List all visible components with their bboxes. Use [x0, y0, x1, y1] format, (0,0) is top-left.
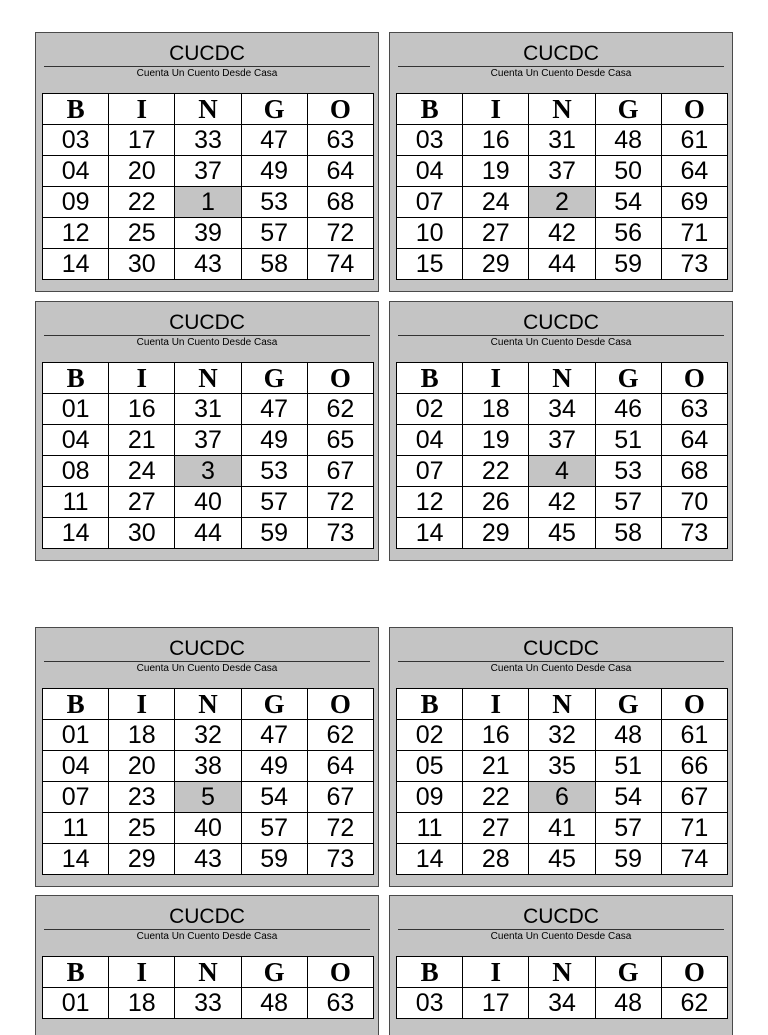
header-cell: G	[241, 689, 307, 720]
number-cell: 58	[241, 249, 307, 280]
number-cell: 70	[661, 487, 727, 518]
bingo-card-2	[389, 32, 733, 292]
card-subtitle: Cuenta Un Cuento Desde Casa	[136, 931, 278, 942]
number-cell: 63	[307, 988, 373, 1019]
number-cell: 61	[661, 125, 727, 156]
number-cell: 14	[43, 249, 109, 280]
number-row	[397, 844, 728, 875]
header-row	[43, 689, 374, 720]
number-cell: 57	[595, 487, 661, 518]
card-number-cell: 1	[175, 187, 241, 218]
number-row	[397, 125, 728, 156]
number-cell: 04	[43, 425, 109, 456]
number-cell: 15	[397, 249, 463, 280]
number-cell: 37	[175, 156, 241, 187]
number-cell: 53	[241, 456, 307, 487]
header-cell: G	[241, 363, 307, 394]
card-subtitle: Cuenta Un Cuento Desde Casa	[490, 337, 632, 348]
bingo-card-5	[35, 627, 379, 887]
header-cell: B	[43, 94, 109, 125]
header-cell: N	[529, 689, 595, 720]
header-cell: B	[397, 689, 463, 720]
header-cell: N	[529, 363, 595, 394]
number-cell: 07	[43, 782, 109, 813]
number-cell: 32	[529, 720, 595, 751]
header-cell: N	[175, 94, 241, 125]
number-cell: 42	[529, 218, 595, 249]
number-row	[43, 425, 374, 456]
number-cell: 11	[397, 813, 463, 844]
number-cell: 57	[241, 218, 307, 249]
number-cell: 25	[109, 813, 175, 844]
header-cell: G	[595, 689, 661, 720]
card-subtitle: Cuenta Un Cuento Desde Casa	[136, 663, 278, 674]
number-row	[397, 487, 728, 518]
number-row	[397, 425, 728, 456]
card-title: CUCDC	[523, 905, 599, 928]
header-row	[43, 957, 374, 988]
number-cell: 09	[43, 187, 109, 218]
number-cell: 23	[109, 782, 175, 813]
number-cell: 37	[529, 156, 595, 187]
number-row	[43, 456, 374, 487]
number-cell: 69	[661, 187, 727, 218]
number-cell: 68	[661, 456, 727, 487]
bingo-grid	[396, 93, 728, 280]
number-row	[397, 394, 728, 425]
number-row	[397, 249, 728, 280]
number-cell: 62	[661, 988, 727, 1019]
number-cell: 20	[109, 156, 175, 187]
number-cell: 26	[463, 487, 529, 518]
header-cell: N	[175, 957, 241, 988]
header-cell: O	[307, 957, 373, 988]
number-cell: 71	[661, 813, 727, 844]
number-cell: 14	[43, 518, 109, 549]
number-cell: 61	[661, 720, 727, 751]
number-cell: 01	[43, 988, 109, 1019]
number-cell: 48	[595, 988, 661, 1019]
number-cell: 33	[175, 988, 241, 1019]
number-cell: 64	[661, 425, 727, 456]
number-row	[397, 813, 728, 844]
number-cell: 28	[463, 844, 529, 875]
header-cell: I	[463, 689, 529, 720]
number-cell: 73	[661, 249, 727, 280]
number-cell: 72	[307, 218, 373, 249]
header-cell: G	[241, 94, 307, 125]
number-cell: 57	[595, 813, 661, 844]
number-cell: 63	[661, 394, 727, 425]
number-cell: 64	[661, 156, 727, 187]
number-cell: 67	[661, 782, 727, 813]
number-cell: 45	[529, 518, 595, 549]
card-title: CUCDC	[523, 637, 599, 660]
number-row	[43, 249, 374, 280]
number-cell: 56	[595, 218, 661, 249]
card-number-cell: 2	[529, 187, 595, 218]
bingo-card-7	[35, 895, 379, 1035]
number-cell: 21	[463, 751, 529, 782]
number-cell: 40	[175, 487, 241, 518]
number-row	[43, 751, 374, 782]
header-cell: G	[241, 957, 307, 988]
number-row	[397, 782, 728, 813]
number-cell: 18	[109, 720, 175, 751]
number-cell: 64	[307, 156, 373, 187]
number-cell: 19	[463, 156, 529, 187]
number-row	[43, 156, 374, 187]
card-subtitle: Cuenta Un Cuento Desde Casa	[490, 663, 632, 674]
card-subtitle: Cuenta Un Cuento Desde Casa	[490, 68, 632, 79]
number-cell: 62	[307, 720, 373, 751]
number-cell: 08	[43, 456, 109, 487]
bingo-card-4	[389, 301, 733, 561]
number-cell: 54	[595, 187, 661, 218]
number-row	[43, 487, 374, 518]
number-row	[43, 844, 374, 875]
header-cell: O	[307, 363, 373, 394]
number-row	[43, 394, 374, 425]
header-row	[397, 363, 728, 394]
header-row	[397, 689, 728, 720]
number-cell: 17	[109, 125, 175, 156]
number-row	[43, 813, 374, 844]
number-cell: 04	[397, 156, 463, 187]
header-cell: O	[661, 957, 727, 988]
number-cell: 22	[109, 187, 175, 218]
number-cell: 42	[529, 487, 595, 518]
number-cell: 65	[307, 425, 373, 456]
number-cell: 72	[307, 487, 373, 518]
number-cell: 14	[397, 844, 463, 875]
number-cell: 01	[43, 720, 109, 751]
number-cell: 12	[43, 218, 109, 249]
number-cell: 20	[109, 751, 175, 782]
card-number-cell: 5	[175, 782, 241, 813]
header-cell: B	[397, 363, 463, 394]
number-cell: 48	[241, 988, 307, 1019]
header-cell: O	[661, 94, 727, 125]
number-row	[397, 218, 728, 249]
card-title: CUCDC	[169, 42, 245, 65]
number-cell: 45	[529, 844, 595, 875]
number-cell: 29	[463, 518, 529, 549]
header-row	[43, 363, 374, 394]
number-cell: 11	[43, 487, 109, 518]
number-row	[397, 187, 728, 218]
number-cell: 66	[661, 751, 727, 782]
number-cell: 04	[43, 751, 109, 782]
number-cell: 11	[43, 813, 109, 844]
number-cell: 44	[175, 518, 241, 549]
number-cell: 62	[307, 394, 373, 425]
number-cell: 59	[595, 249, 661, 280]
number-cell: 49	[241, 156, 307, 187]
number-cell: 58	[595, 518, 661, 549]
number-cell: 30	[109, 518, 175, 549]
number-cell: 16	[463, 720, 529, 751]
number-cell: 10	[397, 218, 463, 249]
number-cell: 41	[529, 813, 595, 844]
bingo-grid	[42, 93, 374, 280]
number-cell: 57	[241, 813, 307, 844]
bingo-card-1	[35, 32, 379, 292]
number-row	[397, 456, 728, 487]
number-cell: 72	[307, 813, 373, 844]
header-cell: N	[175, 689, 241, 720]
bingo-grid	[396, 688, 728, 875]
number-cell: 59	[241, 844, 307, 875]
number-cell: 21	[109, 425, 175, 456]
number-cell: 47	[241, 394, 307, 425]
card-subtitle: Cuenta Un Cuento Desde Casa	[136, 68, 278, 79]
header-cell: B	[43, 957, 109, 988]
card-title: CUCDC	[169, 311, 245, 334]
number-cell: 57	[241, 487, 307, 518]
number-cell: 67	[307, 782, 373, 813]
number-cell: 02	[397, 720, 463, 751]
number-cell: 04	[397, 425, 463, 456]
bingo-card-6	[389, 627, 733, 887]
number-cell: 64	[307, 751, 373, 782]
header-cell: I	[463, 957, 529, 988]
number-cell: 50	[595, 156, 661, 187]
number-cell: 18	[463, 394, 529, 425]
number-cell: 43	[175, 249, 241, 280]
number-cell: 30	[109, 249, 175, 280]
header-cell: I	[463, 94, 529, 125]
card-number-cell: 4	[529, 456, 595, 487]
number-row	[397, 720, 728, 751]
number-row	[43, 988, 374, 1019]
number-cell: 29	[109, 844, 175, 875]
header-cell: I	[109, 689, 175, 720]
number-cell: 09	[397, 782, 463, 813]
number-cell: 12	[397, 487, 463, 518]
header-cell: O	[307, 94, 373, 125]
number-cell: 38	[175, 751, 241, 782]
number-cell: 02	[397, 394, 463, 425]
header-cell: B	[43, 689, 109, 720]
number-cell: 47	[241, 720, 307, 751]
number-cell: 22	[463, 782, 529, 813]
header-cell: G	[595, 363, 661, 394]
number-cell: 73	[307, 844, 373, 875]
header-cell: N	[529, 957, 595, 988]
header-cell: I	[463, 363, 529, 394]
bingo-grid	[42, 362, 374, 549]
number-cell: 16	[109, 394, 175, 425]
number-cell: 63	[307, 125, 373, 156]
header-cell: O	[661, 689, 727, 720]
number-cell: 03	[43, 125, 109, 156]
number-row	[43, 187, 374, 218]
bingo-card-3	[35, 301, 379, 561]
number-cell: 43	[175, 844, 241, 875]
number-cell: 46	[595, 394, 661, 425]
number-cell: 37	[529, 425, 595, 456]
number-cell: 49	[241, 425, 307, 456]
card-title: CUCDC	[169, 637, 245, 660]
number-cell: 18	[109, 988, 175, 1019]
header-cell: B	[397, 957, 463, 988]
bingo-grid	[396, 362, 728, 549]
number-row	[397, 156, 728, 187]
number-cell: 05	[397, 751, 463, 782]
header-cell: I	[109, 957, 175, 988]
card-number-cell: 6	[529, 782, 595, 813]
header-row	[43, 94, 374, 125]
number-cell: 53	[595, 456, 661, 487]
number-cell: 14	[43, 844, 109, 875]
number-cell: 27	[463, 218, 529, 249]
number-cell: 73	[307, 518, 373, 549]
card-subtitle: Cuenta Un Cuento Desde Casa	[490, 931, 632, 942]
card-subtitle: Cuenta Un Cuento Desde Casa	[136, 337, 278, 348]
number-cell: 39	[175, 218, 241, 249]
header-cell: G	[595, 94, 661, 125]
header-row	[397, 94, 728, 125]
number-row	[43, 720, 374, 751]
number-row	[397, 988, 728, 1019]
number-cell: 07	[397, 187, 463, 218]
number-cell: 22	[463, 456, 529, 487]
number-cell: 48	[595, 720, 661, 751]
number-cell: 71	[661, 218, 727, 249]
number-cell: 17	[463, 988, 529, 1019]
number-cell: 01	[43, 394, 109, 425]
number-row	[43, 518, 374, 549]
number-cell: 48	[595, 125, 661, 156]
number-cell: 33	[175, 125, 241, 156]
number-cell: 74	[661, 844, 727, 875]
number-cell: 27	[109, 487, 175, 518]
number-cell: 74	[307, 249, 373, 280]
number-row	[397, 751, 728, 782]
number-cell: 24	[109, 456, 175, 487]
number-row	[43, 218, 374, 249]
number-cell: 03	[397, 988, 463, 1019]
number-cell: 31	[529, 125, 595, 156]
number-cell: 54	[595, 782, 661, 813]
header-row	[397, 957, 728, 988]
header-cell: B	[397, 94, 463, 125]
number-cell: 14	[397, 518, 463, 549]
number-cell: 53	[241, 187, 307, 218]
header-cell: N	[529, 94, 595, 125]
number-cell: 73	[661, 518, 727, 549]
number-cell: 29	[463, 249, 529, 280]
bingo-grid	[396, 956, 728, 1019]
number-cell: 51	[595, 751, 661, 782]
bingo-grid	[42, 688, 374, 875]
number-cell: 34	[529, 394, 595, 425]
number-cell: 68	[307, 187, 373, 218]
number-cell: 03	[397, 125, 463, 156]
number-cell: 24	[463, 187, 529, 218]
number-cell: 34	[529, 988, 595, 1019]
bingo-grid	[42, 956, 374, 1019]
number-cell: 47	[241, 125, 307, 156]
number-cell: 49	[241, 751, 307, 782]
number-cell: 19	[463, 425, 529, 456]
number-row	[43, 125, 374, 156]
number-cell: 07	[397, 456, 463, 487]
header-cell: N	[175, 363, 241, 394]
number-cell: 04	[43, 156, 109, 187]
number-cell: 59	[595, 844, 661, 875]
number-cell: 54	[241, 782, 307, 813]
number-cell: 32	[175, 720, 241, 751]
number-cell: 31	[175, 394, 241, 425]
header-cell: I	[109, 94, 175, 125]
card-title: CUCDC	[523, 311, 599, 334]
number-cell: 59	[241, 518, 307, 549]
number-cell: 35	[529, 751, 595, 782]
number-cell: 16	[463, 125, 529, 156]
card-title: CUCDC	[523, 42, 599, 65]
header-cell: O	[661, 363, 727, 394]
card-number-cell: 3	[175, 456, 241, 487]
card-title: CUCDC	[169, 905, 245, 928]
number-cell: 51	[595, 425, 661, 456]
number-row	[397, 518, 728, 549]
number-cell: 25	[109, 218, 175, 249]
header-cell: G	[595, 957, 661, 988]
bingo-card-8	[389, 895, 733, 1035]
number-cell: 44	[529, 249, 595, 280]
header-cell: B	[43, 363, 109, 394]
number-row	[43, 782, 374, 813]
number-cell: 67	[307, 456, 373, 487]
number-cell: 37	[175, 425, 241, 456]
number-cell: 40	[175, 813, 241, 844]
header-cell: I	[109, 363, 175, 394]
number-cell: 27	[463, 813, 529, 844]
header-cell: O	[307, 689, 373, 720]
